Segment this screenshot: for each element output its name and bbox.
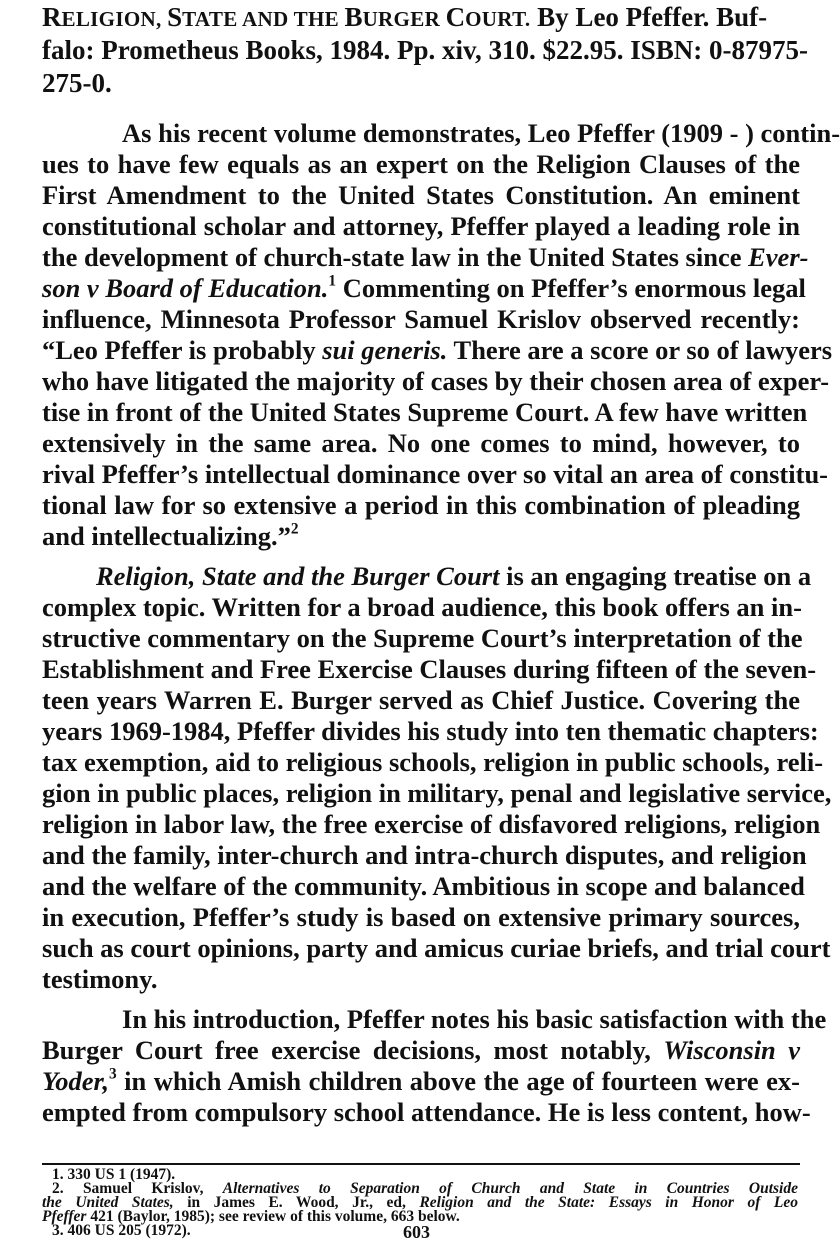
text-line: In his introduction, Pfeffer notes his basic satisfaction with the xyxy=(122,1004,827,1034)
text-line: son v Board of Education.$^1$ Commenting on Pfeffer’s enormous legal xyxy=(42,272,806,303)
footnote-divider xyxy=(42,1163,800,1165)
footnote-2: 2. Samuel Krislov, Alternatives to Separation of Church and State in Countries Outside xyxy=(52,1180,798,1197)
text-line: tional law for so extensive a period in this combination of pleading xyxy=(42,490,800,520)
text-line: First Amendment to the United States Constitution. An eminent xyxy=(42,180,800,210)
book-title-italic: Religion, State and the Burger Court xyxy=(96,561,500,591)
case-name: Wisconsin v xyxy=(663,1035,800,1065)
text-line: ues to have few equals as an expert on the Religion Clauses of the xyxy=(42,149,800,179)
footnote-3: 3. 406 US 205 (1972). xyxy=(52,1222,191,1239)
book-title: RELIGION, STATE AND THE BURGER COURT. xyxy=(42,2,531,32)
text-line: Religion, State and the Burger Court is an engaging treatise on a xyxy=(96,561,812,591)
text-line: As his recent volume demonstrates, Leo Pfeffer (1909 - ) contin- xyxy=(122,118,840,148)
case-name: Yoder, xyxy=(42,1066,109,1096)
text-line: influence, Minnesota Professor Samuel Krislov observed recently: xyxy=(42,304,800,334)
text-line: structive commentary on the Supreme Court’s interpretation of the xyxy=(42,623,803,653)
footnote-1: 1. 330 US 1 (1947). xyxy=(52,1166,176,1183)
text-line: rival Pfeffer’s intellectual dominance over so vital an area of constitu- xyxy=(42,459,829,489)
text-line: testimony. xyxy=(42,964,158,994)
text-line: “Leo Pfeffer is probably sui generis. There are a score or so of lawyers xyxy=(42,335,833,365)
text-line: such as court opinions, party and amicus curiae briefs, and trial court xyxy=(42,933,831,963)
text-line: and intellectualizing.”$^2$ xyxy=(42,520,299,551)
page-number: 603 xyxy=(403,1222,430,1242)
footnote-2-end: Pfeffer 421 (Baylor, 1985); see review of this volume, 663 below. xyxy=(42,1208,460,1225)
text-line: empted from compulsory school attendance. He is less content, how- xyxy=(42,1097,811,1127)
text-line: Establishment and Free Exercise Clauses during fifteen of the seven- xyxy=(42,654,817,684)
text-line: gion in public places, religion in military, penal and legislative service, xyxy=(42,778,832,808)
text-line: and the family, inter-church and intra-church disputes, and religion xyxy=(42,840,807,870)
text-line: constitutional scholar and attorney, Pfeffer played a leading role in xyxy=(42,211,800,241)
text-line: Yoder,$^3$ in which Amish children above the age of fourteen were ex- xyxy=(42,1065,800,1096)
citation-line-1: RELIGION, STATE AND THE BURGER COURT. By Leo Pfeffer. Buf- xyxy=(42,2,768,32)
citation-line-3: 275-0. xyxy=(42,68,112,98)
footnote-ref-3[interactable]: 3 xyxy=(109,1065,117,1083)
case-name: Ever- xyxy=(748,242,809,272)
footnote-ref-1[interactable]: 1 xyxy=(328,272,337,290)
text-line: extensively in the same area. No one comes to mind, however, to xyxy=(42,428,800,458)
text-line: religion in labor law, the free exercise of disfavored religions, religion xyxy=(42,809,821,839)
text-line: tax exemption, aid to religious schools, religion in public schools, reli- xyxy=(42,747,824,777)
case-name: son v Board of Education. xyxy=(42,273,329,303)
text-line: and the welfare of the community. Ambitious in scope and balanced xyxy=(42,871,805,901)
text-line: complex topic. Written for a broad audience, this book offers an in- xyxy=(42,592,802,622)
footnote-2-cont: the United States, in James E. Wood, Jr., ed, Religion and the State: Essays in Honor of Leo xyxy=(42,1194,799,1211)
text-line: Burger Court free exercise decisions, most notably, Wisconsin v xyxy=(42,1035,800,1065)
text-line: who have litigated the majority of cases by their chosen area of exper- xyxy=(42,366,830,396)
text-line: teen years Warren E. Burger served as Chief Justice. Covering the xyxy=(42,685,800,715)
text-line: in execution, Pfeffer’s study is based on extensive primary sources, xyxy=(42,902,800,932)
text-line: the development of church-state law in the United States since Ever- xyxy=(42,242,809,272)
text-line: tise in front of the United States Supreme Court. A few have written xyxy=(42,397,808,427)
footnote-ref-2[interactable]: 2 xyxy=(290,520,299,538)
text-line: years 1969-1984, Pfeffer divides his study into ten thematic chapters: xyxy=(42,716,819,746)
citation-line-2: falo: Prometheus Books, 1984. Pp. xiv, 310. $22.95. ISBN: 0-87975- xyxy=(42,35,809,65)
